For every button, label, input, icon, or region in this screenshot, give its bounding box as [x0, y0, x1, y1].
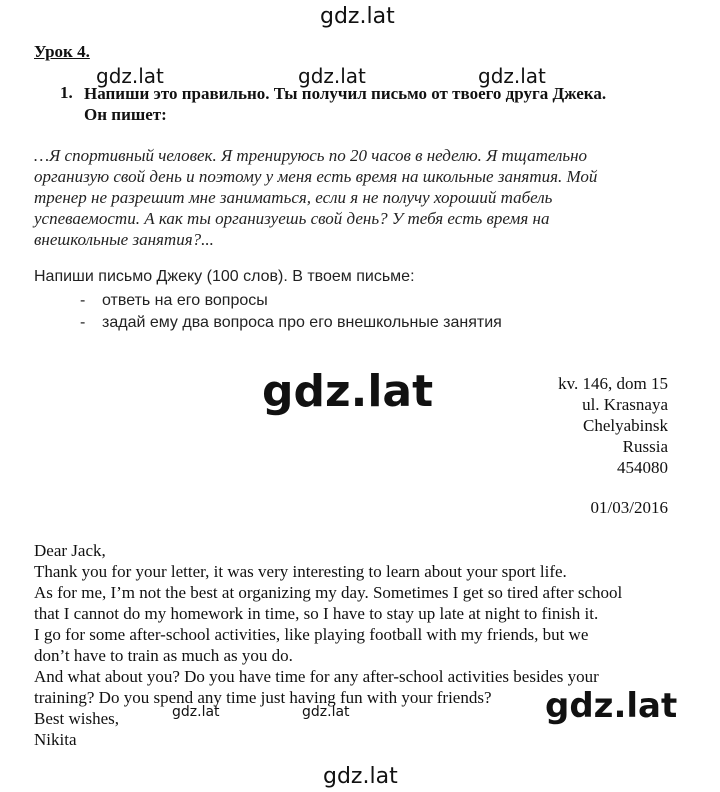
letter-line: Best wishes,: [34, 709, 119, 728]
address-line: 454080: [617, 458, 668, 477]
quote-line: внешкольные занятия?...: [34, 230, 214, 249]
writing-prompt: Напиши письмо Джеку (100 слов). В твоем письме:: [34, 268, 415, 285]
letter-line: don’t have to train as much as you do.: [34, 646, 293, 665]
address-line: Russia: [622, 437, 668, 456]
letter-body: [34, 540, 684, 750]
quote-line: успеваемости. А как ты организуешь свой день? У тебя есть время на: [34, 209, 550, 228]
task-number: 1.: [60, 83, 73, 102]
letter-line: that I cannot do my homework in time, so I have to stay up late at night to finish it.: [34, 604, 599, 623]
bullet-dash: -: [80, 314, 86, 331]
watermark-big-center: gdz.lat: [262, 366, 434, 417]
watermark-small-middle: gdz.lat: [302, 704, 350, 720]
quote-line: организую свой день и поэтому у меня есть время на школьные занятия. Мой: [34, 167, 598, 186]
list-item: [80, 312, 502, 334]
sender-address: [558, 373, 668, 478]
watermark-row1-left: gdz.lat: [96, 64, 164, 88]
quote-line: тренер не разрешит мне заниматься, если я не получу хороший табель: [34, 188, 553, 207]
letter-line: training? Do you spend any time just having fun with your friends?: [34, 688, 492, 707]
letter-line: I go for some after-school activities, like playing football with my friends, but we: [34, 625, 589, 644]
requirements-list: [80, 290, 502, 334]
task-line-1: Напиши это правильно. Ты получил письмо от твоего друга Джека.: [84, 84, 607, 103]
address-line: kv. 146, dom 15: [558, 374, 668, 393]
address-line: ul. Krasnaya: [582, 395, 668, 414]
bullet-dash: -: [80, 292, 86, 309]
letter-line: And what about you? Do you have time for any after-school activities besides your: [34, 667, 599, 686]
bullet-text: задай ему два вопроса про его внешкольные занятия: [102, 314, 502, 331]
watermark-big-right: gdz.lat: [545, 686, 678, 726]
letter-line: Nikita: [34, 730, 77, 749]
watermark-row1-right: gdz.lat: [478, 64, 546, 88]
quoted-letter: [34, 145, 664, 250]
task-instruction: [84, 83, 684, 125]
bullet-text: ответь на его вопросы: [102, 292, 268, 309]
watermark-top: gdz.lat: [320, 4, 395, 29]
list-item: [80, 290, 502, 312]
watermark-small-left: gdz.lat: [172, 704, 220, 720]
letter-date: 01/03/2016: [590, 498, 668, 517]
watermark-row1-middle: gdz.lat: [298, 64, 366, 88]
letter-line: Dear Jack,: [34, 541, 106, 560]
quote-line: …Я спортивный человек. Я тренируюсь по 20 часов в неделю. Я тщательно: [34, 146, 588, 165]
letter-line: Thank you for your letter, it was very interesting to learn about your sport life.: [34, 562, 567, 581]
letter-line: As for me, I’m not the best at organizing my day. Sometimes I get so tired after school: [34, 583, 623, 602]
lesson-heading: Урок 4.: [34, 42, 90, 61]
task-line-2: Он пишет:: [84, 105, 167, 124]
address-line: Chelyabinsk: [583, 416, 668, 435]
watermark-bottom: gdz.lat: [323, 764, 398, 789]
